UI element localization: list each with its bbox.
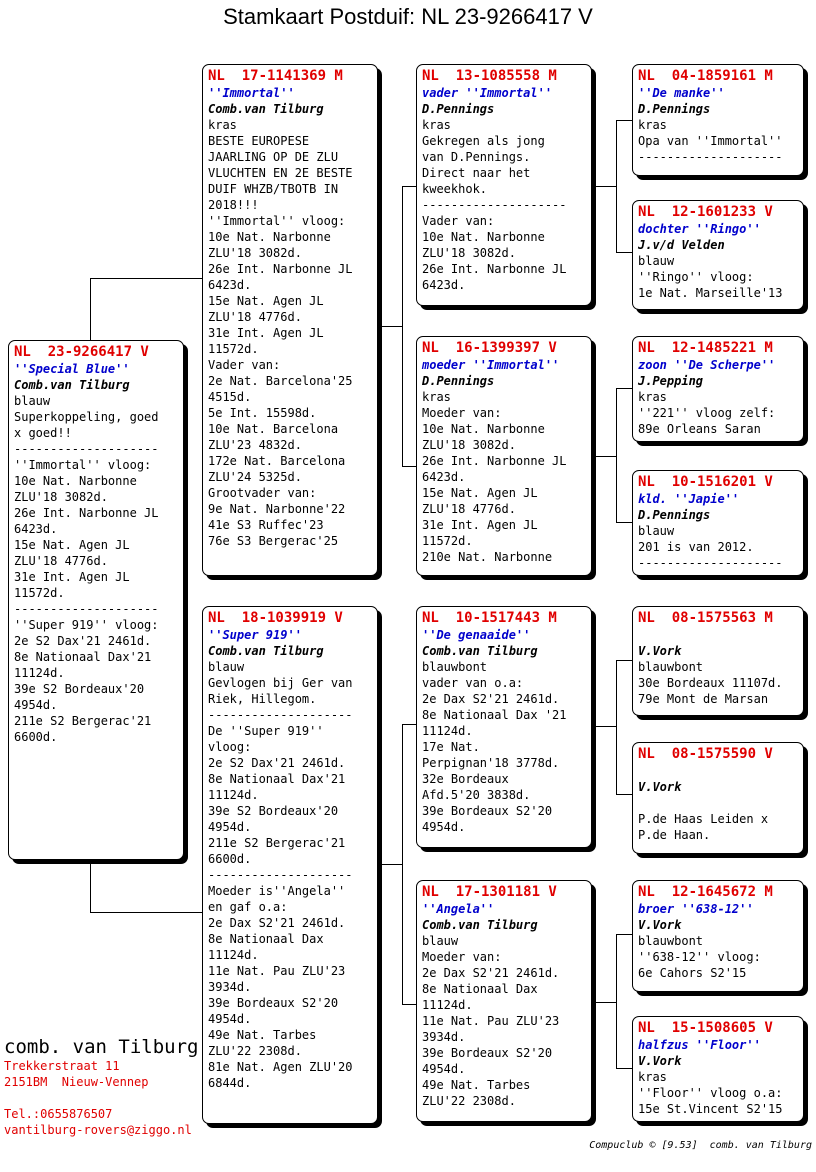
info-line: 11e Nat. Pau ZLU'23	[422, 1014, 560, 1028]
ring-number: NL 12-1485221 M	[638, 340, 773, 356]
pedigree-card-fm-mother[interactable]	[632, 470, 804, 576]
owner-name: J.Pepping	[638, 374, 704, 388]
info-line: Opa van ''Immortal''	[638, 134, 783, 148]
owner-name: V.Vork	[638, 1054, 682, 1068]
info-line: 210e Nat. Narbonne	[422, 550, 553, 564]
breeder-street: Trekkerstraat 11	[4, 1059, 120, 1073]
info-line: 26e Int. Narbonne JL	[422, 262, 567, 276]
info-line: blauwbont	[638, 660, 704, 674]
info-line: van D.Pennings.	[422, 150, 531, 164]
info-line: Direct naar het	[422, 166, 531, 180]
owner-name: D.Pennings	[638, 508, 711, 522]
info-line: 76e S3 Bergerac'25	[208, 534, 339, 548]
pigeon-name: moeder ''Immortal''	[422, 358, 560, 372]
info-line: --------------------	[638, 150, 783, 164]
pedigree-card-mm-mother[interactable]	[632, 1016, 804, 1122]
info-line: 39e Bordeaux S2'20	[422, 1046, 553, 1060]
info-line: --------------------	[638, 556, 783, 570]
connector-line	[594, 456, 616, 457]
owner-name: Comb.van Tilburg	[422, 644, 538, 658]
info-line: --------------------	[208, 868, 353, 882]
info-line: 8e Nationaal Dax	[422, 982, 538, 996]
page-title: Stamkaart Postduif: NL 23-9266417 V	[223, 4, 593, 29]
pedigree-card-mf-father[interactable]	[632, 606, 804, 716]
info-line: 11572d.	[208, 342, 259, 356]
connector-line	[594, 186, 616, 187]
connector-line	[402, 724, 416, 725]
info-line: 39e S2 Bordeaux'20	[208, 804, 339, 818]
pedigree-card-father[interactable]	[202, 64, 378, 576]
pigeon-name: ''Angela''	[422, 902, 495, 916]
connector-line	[90, 278, 204, 279]
connector-line	[90, 912, 204, 913]
connector-line	[380, 864, 402, 865]
info-line: 11e Nat. Pau ZLU'23	[208, 964, 346, 978]
pedigree-card-mf-mother[interactable]	[632, 742, 804, 854]
info-line: ZLU'18 3082d.	[208, 246, 302, 260]
pigeon-name: ''Immortal''	[208, 86, 295, 100]
info-line: 4954d.	[208, 820, 252, 834]
connector-line	[616, 252, 632, 253]
owner-name: Comb.van Tilburg	[208, 102, 324, 116]
pedigree-card-mother[interactable]	[202, 606, 378, 1124]
owner-name: J.v/d Velden	[638, 238, 725, 252]
info-line: 15e Nat. Agen JL	[14, 538, 130, 552]
info-line: Vader van:	[208, 358, 281, 372]
info-line: blauw	[14, 394, 51, 408]
ring-number: NL 15-1508605 V	[638, 1020, 773, 1036]
info-line: 11124d.	[422, 724, 473, 738]
info-line: ZLU'24 5325d.	[208, 470, 302, 484]
connector-line	[90, 860, 91, 912]
info-line: ''Ringo'' vloog:	[638, 270, 754, 284]
info-line: 10e Nat. Narbonne	[14, 474, 137, 488]
info-line: 15e Nat. Agen JL	[422, 486, 538, 500]
pigeon-name: vader ''Immortal''	[422, 86, 553, 100]
breeder-city: 2151BM Nieuw-Vennep	[4, 1075, 149, 1089]
pigeon-name: ''Special Blue''	[14, 362, 130, 376]
owner-name: Comb.van Tilburg	[14, 378, 130, 392]
info-line: 10e Nat. Narbonne	[422, 422, 545, 436]
info-line: Gekregen als jong	[422, 134, 545, 148]
info-line: --------------------	[422, 198, 567, 212]
info-line: ZLU'23 4832d.	[208, 438, 302, 452]
info-line: 89e Orleans Saran	[638, 422, 761, 436]
info-line: kras	[638, 118, 667, 132]
info-line: kweekhok.	[422, 182, 488, 196]
info-line: 81e Nat. Agen ZLU'20	[208, 1060, 353, 1074]
info-line: VLUCHTEN EN 2E BESTE	[208, 166, 353, 180]
pedigree-card-ff-mother[interactable]	[632, 200, 804, 310]
info-line: 8e Nationaal Dax'21	[208, 772, 346, 786]
pigeon-name: ''De manke''	[638, 86, 725, 100]
info-line: 6423d.	[422, 278, 466, 292]
pigeon-name	[638, 627, 798, 643]
pigeon-name	[638, 763, 798, 779]
info-line: ''Super 919'' vloog:	[14, 618, 159, 632]
info-line: 15e Nat. Agen JL	[208, 294, 324, 308]
breeder-spacer	[4, 1090, 198, 1106]
info-line: 32e Bordeaux	[422, 772, 509, 786]
connector-line	[402, 724, 403, 1004]
info-line: 26e Int. Narbonne JL	[14, 506, 159, 520]
info-line: 6423d.	[208, 278, 252, 292]
info-line: JAARLING OP DE ZLU	[208, 150, 339, 164]
connector-line	[616, 120, 617, 252]
pigeon-name: ''De genaaide''	[422, 628, 531, 642]
pigeon-name: halfzus ''Floor''	[638, 1038, 761, 1052]
info-line: 6423d.	[422, 470, 466, 484]
breeder-phone[interactable]: Tel.:0655876507	[4, 1107, 113, 1121]
owner-name: D.Pennings	[422, 374, 495, 388]
info-line: kras	[422, 118, 451, 132]
info-line: --------------------	[14, 602, 159, 616]
info-line: 49e Nat. Tarbes	[208, 1028, 317, 1042]
info-line: Moeder van:	[422, 950, 502, 964]
breeder-email[interactable]: vantilburg-rovers@ziggo.nl	[4, 1123, 192, 1137]
info-line: 8e Nationaal Dax'21	[14, 650, 152, 664]
info-line: 2e Dax S2'21 2461d.	[422, 966, 560, 980]
info-line: 79e Mont de Marsan	[638, 692, 769, 706]
pedigree-card-fm-father[interactable]	[632, 336, 804, 442]
info-line: kras	[422, 390, 451, 404]
owner-name: D.Pennings	[422, 102, 495, 116]
info-line: vader van o.a:	[422, 676, 524, 690]
connector-line	[616, 388, 632, 389]
info-line: 11572d.	[422, 534, 473, 548]
info-line: ''Immortal'' vloog:	[208, 214, 346, 228]
info-line: 3934d.	[422, 1030, 466, 1044]
info-line: 31e Int. Agen JL	[208, 326, 324, 340]
breeder-name: comb. van Tilburg	[4, 1036, 199, 1058]
info-line: 41e S3 Ruffec'23	[208, 518, 324, 532]
ring-number: NL 16-1399397 V	[422, 340, 557, 356]
info-line	[638, 795, 798, 811]
info-line: ''Immortal'' vloog:	[14, 458, 152, 472]
connector-line	[616, 934, 617, 1068]
info-line: 6844d.	[208, 1076, 252, 1090]
connector-line	[616, 522, 632, 523]
info-line: 11124d.	[208, 948, 259, 962]
info-line: Superkoppeling, goed	[14, 410, 159, 424]
info-line: Afd.5'20 3838d.	[422, 788, 531, 802]
info-line: De ''Super 919''	[208, 724, 324, 738]
info-line: P.de Haas Leiden x	[638, 812, 769, 826]
info-line: Riek, Hillegom.	[208, 692, 317, 706]
info-line: ZLU'18 3082d.	[422, 246, 516, 260]
ring-number: NL 10-1516201 V	[638, 474, 773, 490]
info-line: DUIF WHZB/TBOTB IN	[208, 182, 339, 196]
connector-line	[616, 1068, 632, 1069]
ring-number: NL 17-1141369 M	[208, 68, 343, 84]
info-line: blauw	[422, 934, 459, 948]
info-line: 49e Nat. Tarbes	[422, 1078, 531, 1092]
owner-name: Comb.van Tilburg	[422, 918, 538, 932]
info-line: Grootvader van:	[208, 486, 317, 500]
info-line: ZLU'18 3082d.	[422, 438, 516, 452]
info-line: ''Floor'' vloog o.a:	[638, 1086, 783, 1100]
pigeon-name: ''Super 919''	[208, 628, 302, 642]
breeder-block	[4, 1036, 198, 1138]
owner-name: V.Vork	[638, 780, 682, 794]
owner-name: D.Pennings	[638, 102, 711, 116]
info-line: 2018!!!	[208, 198, 259, 212]
connector-line	[616, 660, 617, 794]
info-line: Moeder van:	[422, 406, 502, 420]
info-line: 30e Bordeaux 11107d.	[638, 676, 783, 690]
info-line: 4954d.	[14, 698, 58, 712]
ring-number: NL 18-1039919 V	[208, 610, 343, 626]
info-line: 211e S2 Bergerac'21	[14, 714, 152, 728]
ring-number: NL 13-1085558 M	[422, 68, 557, 84]
info-line: 8e Nationaal Dax '21	[422, 708, 567, 722]
info-line: 3934d.	[208, 980, 252, 994]
info-line: 31e Int. Agen JL	[422, 518, 538, 532]
info-line: 26e Int. Narbonne JL	[422, 454, 567, 468]
info-line: 10e Nat. Narbonne	[422, 230, 545, 244]
info-line: x goed!!	[14, 426, 72, 440]
ring-number: NL 23-9266417 V	[14, 344, 149, 360]
info-line: ZLU'22 2308d.	[208, 1044, 302, 1058]
ring-number: NL 08-1575590 V	[638, 746, 773, 762]
info-line: Perpignan'18 3778d.	[422, 756, 560, 770]
info-line: 6600d.	[14, 730, 58, 744]
connector-line	[402, 1004, 416, 1005]
info-line: 10e Nat. Narbonne	[208, 230, 331, 244]
connector-line	[402, 186, 416, 187]
connector-line	[402, 186, 403, 466]
pigeon-name: kld. ''Japie''	[638, 492, 740, 506]
info-line: blauwbont	[422, 660, 488, 674]
pedigree-card-maternal-grandfather[interactable]	[416, 606, 592, 848]
info-line: Moeder is''Angela''	[208, 884, 346, 898]
info-line: 6600d.	[208, 852, 252, 866]
owner-name: Comb.van Tilburg	[208, 644, 324, 658]
info-line: 2e S2 Dax'21 2461d.	[14, 634, 152, 648]
info-line: ZLU'18 4776d.	[422, 502, 516, 516]
connector-line	[402, 466, 416, 467]
connector-line	[594, 1002, 616, 1003]
info-line: ZLU'18 3082d.	[14, 490, 108, 504]
info-line: ''221'' vloog zelf:	[638, 406, 776, 420]
info-line: 5e Int. 15598d.	[208, 406, 317, 420]
info-line: ''638-12'' vloog:	[638, 950, 761, 964]
info-line: Gevlogen bij Ger van	[208, 676, 353, 690]
info-line: blauwbont	[638, 934, 704, 948]
info-line: blauw	[638, 254, 675, 268]
info-line: ZLU'18 4776d.	[208, 310, 302, 324]
info-line: --------------------	[14, 442, 159, 456]
info-line: vloog:	[208, 740, 252, 754]
info-line: kras	[208, 118, 237, 132]
info-line: 2e S2 Dax'21 2461d.	[208, 756, 346, 770]
ring-number: NL 12-1645672 M	[638, 884, 773, 900]
info-line: 4954d.	[422, 1062, 466, 1076]
info-line: 11572d.	[14, 586, 65, 600]
connector-line	[380, 326, 402, 327]
info-line: P.de Haan.	[638, 828, 711, 842]
info-line: 11124d.	[14, 666, 65, 680]
info-line: 39e Bordeaux S2'20	[208, 996, 339, 1010]
pedigree-card-ff-father[interactable]	[632, 64, 804, 176]
info-line: 39e Bordeaux S2'20	[422, 804, 553, 818]
info-line: 4954d.	[422, 820, 466, 834]
info-line: 1e Nat. Marseille'13	[638, 286, 783, 300]
info-line: BESTE EUROPESE	[208, 134, 310, 148]
info-line: 10e Nat. Barcelona	[208, 422, 339, 436]
info-line: 2e Dax S2'21 2461d.	[422, 692, 560, 706]
info-line: 211e S2 Bergerac'21	[208, 836, 346, 850]
pedigree-card-subject[interactable]	[8, 340, 184, 860]
info-line: en gaf o.a:	[208, 900, 288, 914]
pigeon-name: broer ''638-12''	[638, 902, 754, 916]
connector-line	[616, 120, 632, 121]
ring-number: NL 08-1575563 M	[638, 610, 773, 626]
ring-number: NL 12-1601233 V	[638, 204, 773, 220]
info-line: blauw	[208, 660, 245, 674]
connector-line	[616, 934, 632, 935]
owner-name: V.Vork	[638, 644, 682, 658]
info-line: 26e Int. Narbonne JL	[208, 262, 353, 276]
info-line: 11124d.	[208, 788, 259, 802]
info-line: ZLU'22 2308d.	[422, 1094, 516, 1108]
info-line: 172e Nat. Barcelona	[208, 454, 346, 468]
footer-credit: Compuclub © [9.53] comb. van Tilburg	[589, 1140, 812, 1151]
info-line: 31e Int. Agen JL	[14, 570, 130, 584]
info-line: Vader van:	[422, 214, 495, 228]
info-line: ZLU'18 4776d.	[14, 554, 108, 568]
info-line: 9e Nat. Narbonne'22	[208, 502, 346, 516]
info-line: 4954d.	[208, 1012, 252, 1026]
pigeon-name: zoon ''De Scherpe''	[638, 358, 776, 372]
info-line: blauw	[638, 524, 675, 538]
info-line: 11124d.	[422, 998, 473, 1012]
info-line: --------------------	[208, 708, 353, 722]
info-line: 6e Cahors S2'15	[638, 966, 747, 980]
ring-number: NL 17-1301181 V	[422, 884, 557, 900]
pedigree-card-maternal-grandmother[interactable]	[416, 880, 592, 1122]
connector-line	[594, 726, 616, 727]
info-line: 8e Nationaal Dax	[208, 932, 324, 946]
info-line: kras	[638, 1070, 667, 1084]
info-line: 4515d.	[208, 390, 252, 404]
connector-line	[616, 794, 632, 795]
pedigree-card-mm-father[interactable]	[632, 880, 804, 992]
owner-name: V.Vork	[638, 918, 682, 932]
connector-line	[616, 660, 632, 661]
info-line: 17e Nat.	[422, 740, 480, 754]
connector-line	[90, 278, 91, 340]
info-line: 15e St.Vincent S2'15	[638, 1102, 783, 1116]
info-line: 2e Nat. Barcelona'25	[208, 374, 353, 388]
ring-number: NL 04-1859161 M	[638, 68, 773, 84]
info-line: kras	[638, 390, 667, 404]
pedigree-card-paternal-grandfather[interactable]	[416, 64, 592, 306]
ring-number: NL 10-1517443 M	[422, 610, 557, 626]
info-line: 6423d.	[14, 522, 58, 536]
info-line: 39e S2 Bordeaux'20	[14, 682, 145, 696]
info-line: 2e Dax S2'21 2461d.	[208, 916, 346, 930]
pedigree-card-paternal-grandmother[interactable]	[416, 336, 592, 576]
info-line: 201 is van 2012.	[638, 540, 754, 554]
pigeon-name: dochter ''Ringo''	[638, 222, 761, 236]
connector-line	[616, 388, 617, 522]
